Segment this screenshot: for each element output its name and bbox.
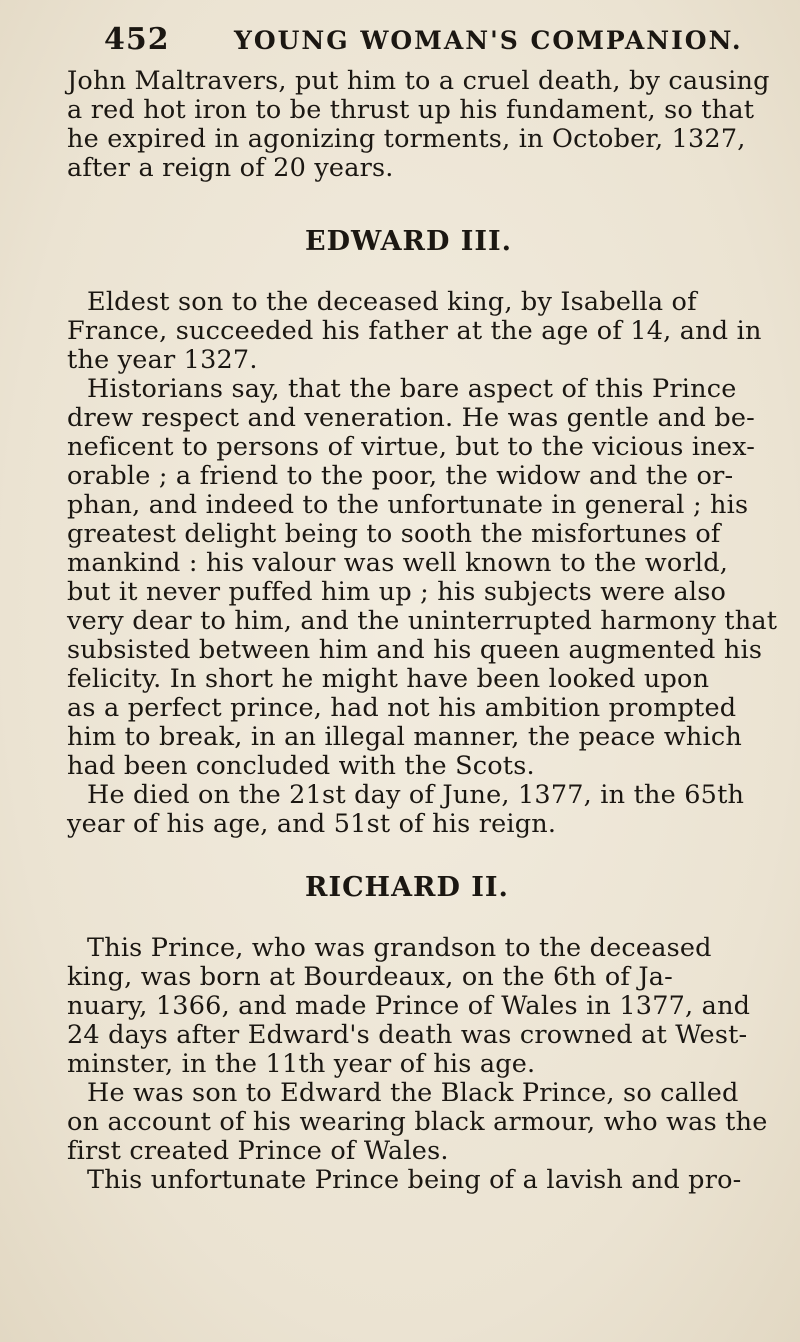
text-line: He was son to Edward the Black Prince, so called — [87, 1078, 739, 1108]
text-line: mankind : his valour was well known to the world, — [67, 548, 729, 578]
text-line: greatest delight being to sooth the misfortunes of — [67, 519, 721, 549]
text-line: This Prince, who was grandson to the deceased — [87, 933, 712, 963]
text-line: first created Prince of Wales. — [67, 1136, 449, 1166]
text-line: France, succeeded his father at the age of 14, and in — [67, 316, 762, 346]
text-line: neficent to persons of virtue, but to the vicious inex- — [67, 432, 756, 462]
text-line: minster, in the 11th year of his age. — [67, 1049, 536, 1079]
text-line: on account of his wearing black armour, who was the — [67, 1107, 768, 1137]
text-line: 24 days after Edward's death was crowned at West- — [67, 1020, 748, 1050]
text-line: felicity. In short he might have been looked upon — [67, 664, 710, 694]
text-line: king, was born at Bourdeaux, on the 6th of Ja- — [67, 962, 673, 992]
text-line: drew respect and veneration. He was gentle and be- — [67, 403, 755, 433]
text-line: Eldest son to the deceased king, by Isabella of — [87, 287, 697, 317]
page-number: 452 — [104, 22, 170, 57]
text-line: He died on the 21st day of June, 1377, in the 65th — [87, 780, 745, 810]
text-line: John Maltravers, put him to a cruel death, by causing — [67, 66, 770, 96]
text-line: nuary, 1366, and made Prince of Wales in 1377, and — [67, 991, 751, 1021]
text-line: him to break, in an illegal manner, the peace which — [67, 722, 742, 752]
text-line: Historians say, that the bare aspect of this Prince — [87, 374, 737, 404]
running-head — [104, 22, 744, 62]
text-line: the year 1327. — [67, 345, 258, 375]
text-line: he expired in agonizing torments, in October, 1327, — [67, 124, 746, 154]
text-line: year of his age, and 51st of his reign. — [67, 809, 557, 839]
text-line: after a reign of 20 years. — [67, 153, 394, 183]
text-line: but it never puffed him up ; his subjects were also — [67, 577, 727, 607]
text-line: a red hot iron to be thrust up his fundament, so that — [67, 95, 755, 125]
text-line: orable ; a friend to the poor, the widow and the or- — [67, 461, 734, 491]
text-line: had been concluded with the Scots. — [67, 751, 535, 781]
text-line: very dear to him, and the uninterrupted harmony that — [67, 606, 778, 636]
text-line: as a perfect prince, had not his ambition prompted — [67, 693, 737, 723]
text-line: subsisted between him and his queen augmented his — [67, 635, 763, 665]
section-heading-richard-ii: RICHARD II. — [305, 872, 509, 903]
running-title: YOUNG WOMAN'S COMPANION. — [234, 26, 743, 55]
text-line: This unfortunate Prince being of a lavish and pro- — [87, 1165, 742, 1195]
section-heading-edward-iii: EDWARD III. — [305, 226, 513, 257]
text-line: phan, and indeed to the unfortunate in general ; his — [67, 490, 749, 520]
